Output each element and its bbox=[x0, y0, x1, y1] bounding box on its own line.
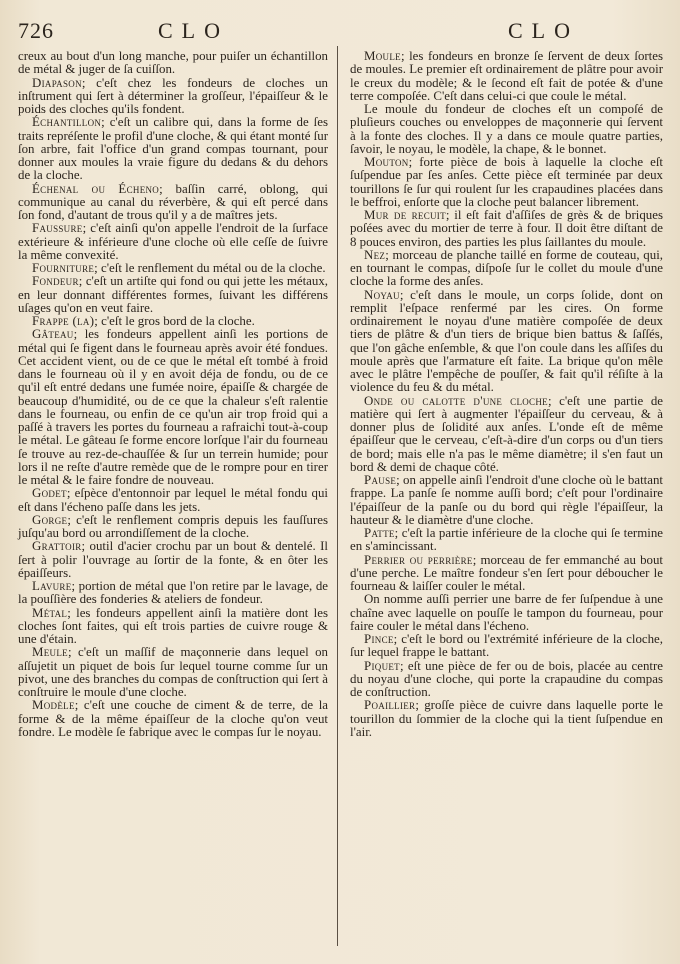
dictionary-entry bbox=[350, 593, 663, 633]
dictionary-entry bbox=[350, 660, 663, 700]
dictionary-entry bbox=[18, 514, 328, 541]
dictionary-entry bbox=[18, 77, 328, 117]
entry-definition: ; c'eſt dans le moule, un corps ſolide, dont on remplit l'eſpace renfermé par les cires. On forme ordinairement le noyau d'une matière compoſée de deux tiers de plâtre & d'un tiers de brique bien battus & ſaſſés, que l'on gâche enſemble, & que l'on coule dans les aſſiſes du moule après que l'armature eſt faite. La brique qu'on mêle avec le plâtre l'empêche de pouſſer, & fait qu'il réſiſte à la violence du feu & du métal. bbox=[350, 287, 663, 395]
entry-definition: creux au bout d'un long manche, pour puiſer un échantillon de métal & juger de ſa cuiſſon. bbox=[18, 49, 328, 77]
entry-headword: Modèle bbox=[32, 698, 75, 713]
dictionary-entry bbox=[350, 554, 663, 594]
dictionary-entry bbox=[18, 222, 328, 262]
entry-headword: Pause bbox=[364, 473, 397, 487]
dictionary-entry bbox=[350, 633, 663, 660]
running-header bbox=[18, 18, 668, 44]
entry-definition: ; c'eſt le renflement du métal ou de la cloche. bbox=[94, 261, 326, 275]
entry-headword: Mouton bbox=[364, 155, 409, 169]
dictionary-entry bbox=[18, 262, 328, 275]
dictionary-entry bbox=[18, 487, 328, 514]
entry-headword: Nez bbox=[364, 247, 386, 262]
entry-definition: ; les fondeurs appellent ainſi la matière dont les cloches ſont faites, qui eſt trois parties de cuivre rouge & une d'étain. bbox=[18, 605, 328, 646]
entry-headword: Godet bbox=[32, 486, 67, 501]
entry-headword: Fondeur bbox=[32, 274, 79, 289]
entry-definition: ; morceau de fer emmanché au bout d'une perche. Le maître fondeur s'en ſert pour déboucher le fourneau & laiſſer couler le métal. bbox=[350, 552, 663, 593]
entry-definition: ; on appelle ainſi l'endroit d'une cloche où le battant frappe. La panſe ſe nomme auſſi bord; c'eſt pour l'ordinaire l'épaiſſeur de la panſe ou du bord qui règle l'épaiſſeur, la hauteur & le diamètre d'une cloche. bbox=[350, 473, 663, 527]
entry-definition: ; c'eſt ainſi qu'on appelle l'endroit de la ſurface extérieure & inférieure d'une cloche où elle ceſſe de ſuivre la même convexité. bbox=[18, 221, 328, 262]
entry-headword: Échantillon bbox=[32, 115, 102, 130]
dictionary-entry bbox=[18, 580, 328, 607]
entry-definition: ; c'eſt un maſſif de maçonnerie dans lequel on aſſujetit un piquet de bois ſur lequel tourne comme ſur un pivot, une des branches du compas de conſtruction qui ſert à conſtruire le moule d'une cloche. bbox=[18, 645, 328, 699]
entry-headword: Échenal ou Écheno bbox=[32, 181, 160, 196]
entry-headword: Noyau bbox=[364, 287, 400, 302]
entry-headword: Gâteau bbox=[32, 327, 74, 342]
entry-headword: Métal bbox=[32, 605, 68, 620]
dictionary-entry bbox=[350, 395, 663, 475]
dictionary-entry bbox=[350, 474, 663, 527]
running-head-right: CLO bbox=[508, 18, 579, 43]
entry-definition: ; c'eſt le gros bord de la cloche. bbox=[94, 314, 255, 328]
entry-definition: ; groſſe pièce de cuivre dans laquelle porte le tourillon du ſommier de la cloche qui la tient ſuſpendue en l'air. bbox=[350, 698, 663, 739]
entry-definition: ; c'eſt un artiſte qui fond ou qui jette les métaux, en leur donnant différentes formes, ſuivant les différens uſages qu'on en veut faire. bbox=[18, 274, 328, 315]
entry-headword: Frappe (la) bbox=[32, 314, 95, 328]
entry-headword: Poaillier bbox=[364, 698, 416, 713]
entry-headword: Diapason bbox=[32, 75, 82, 90]
dictionary-entry bbox=[18, 315, 328, 328]
entry-definition: ; outil d'acier crochu par un bout & dentelé. Il ſert à polir l'ouvrage au ſortir de la fonte, & en ôter les épaiſſeurs. bbox=[18, 539, 328, 580]
dictionary-entry bbox=[18, 183, 328, 223]
entry-headword: Mur de recuit bbox=[364, 208, 446, 222]
entry-definition: ; les fondeurs appellent ainſi les portions de métal qui ſe figent dans le fourneau après avoir été fondues. Cet accident vient, ou de ce que le métal eſt tombé à froid dans le fourneau où il y en avoit déja de fondu, ou de ce qu'il eſt entré dedans une fumée noire, épaiſſe & chargée de beaucoup d'humidité, ou de ce que la chaleur s'eſt ralentie dans le fourneau, ou enfin de ce qu'un air trop froid qui a paſſé à travers les portes du fourneau a rafraichi tout-à-coup le métal. Le gâteau ſe forme encore lorſque l'air du fourneau ſe trouve au rez-de-chauſſée & ſur un terrein humide; pour lors il ne reſte d'autre remède que de le rompre pour en tirer le métal & le faire fondre de nouveau. bbox=[18, 327, 328, 487]
entry-headword: Grattoir bbox=[32, 539, 82, 554]
entry-definition: Le moule du fondeur de cloches eſt un compoſé de pluſieurs couches ou enveloppes de maçonnerie qui ſervent à la fonte des cloches. Il y a dans ce moule quatre parties, ſavoir, le noyau, le modèle, la chape, & le bonnet. bbox=[350, 102, 663, 156]
entry-headword: Moule bbox=[364, 49, 401, 63]
entry-headword: Patte bbox=[364, 526, 395, 540]
entry-definition: ; c'eſt la partie inférieure de la cloche qui ſe termine en s'amincissant. bbox=[350, 526, 663, 554]
entry-headword: Faussure bbox=[32, 221, 83, 236]
entry-headword: Meule bbox=[32, 645, 68, 660]
dictionary-entry bbox=[18, 540, 328, 580]
entry-headword: Perrier ou perrière bbox=[364, 552, 473, 567]
entry-definition: ; les fondeurs en bronze ſe ſervent de deux ſortes de moules. Le premier eſt ordinairement de plâtre pour avoir le creux du modèle; & le ſecond eſt fait de potée & d'une terre compoſée. C'eſt dans celui-ci que coule le métal. bbox=[350, 49, 663, 103]
dictionary-entry bbox=[18, 607, 328, 647]
left-column bbox=[18, 50, 328, 739]
entry-definition: ; c'eſt une couche de ciment & de terre, de la forme & de la même épaiſſeur de la cloche qu'on veut fondre. Le modèle ſe fabrique avec le compas ſur le noyau. bbox=[18, 698, 328, 739]
page-number: 726 bbox=[18, 18, 54, 43]
entry-headword: Lavure bbox=[32, 579, 72, 593]
dictionary-entry bbox=[18, 699, 328, 739]
entry-headword: Onde ou calotte d'une cloche bbox=[364, 393, 548, 408]
two-column-body bbox=[18, 50, 668, 739]
dictionary-entry bbox=[18, 50, 328, 77]
dictionary-entry bbox=[350, 156, 663, 209]
column-divider bbox=[337, 46, 338, 946]
running-head-left: CLO bbox=[158, 18, 229, 43]
dictionary-entry bbox=[18, 116, 328, 182]
right-column bbox=[350, 50, 663, 739]
dictionary-entry bbox=[350, 289, 663, 395]
entry-headword: Fourniture bbox=[32, 261, 95, 275]
dictionary-entry bbox=[350, 209, 663, 249]
entry-definition: ; c'eſt le renflement compris depuis les fauſſures juſqu'au bord ou arrondiſſement de la cloche. bbox=[18, 512, 328, 540]
entry-definition: ; eſpèce d'entonnoir par lequel le métal fondu qui eſt dans l'écheno paſſe dans les jets. bbox=[18, 486, 328, 514]
entry-definition: On nomme auſſi perrier une barre de fer ſuſpendue à une chaîne avec laquelle on pouſſe le tampon du fourneau, pour faire couler le métal dans l'écheno. bbox=[350, 592, 663, 633]
entry-definition: ; morceau de planche taillé en forme de couteau, qui, en tournant le compas, diſpoſe ſur le collet du moule d'une cloche la forme des anſes. bbox=[350, 247, 663, 289]
dictionary-entry bbox=[350, 249, 663, 289]
entry-definition: ; c'eſt chez les fondeurs de cloches un inſtrument qui ſert à déterminer la groſſeur, l'épaiſſeur & le poids des cloches qu'ils fondent. bbox=[18, 75, 328, 116]
entry-definition: ; portion de métal que l'on retire par le lavage, de la pouſſière des fonderies & ateliers de fondeur. bbox=[18, 579, 328, 607]
entry-headword: Pince bbox=[364, 632, 394, 646]
dictionary-entry bbox=[350, 699, 663, 739]
entry-headword: Gorge bbox=[32, 512, 68, 527]
dictionary-entry bbox=[18, 646, 328, 699]
entry-definition: ; il eſt fait d'aſſiſes de grès & de briques poſées avec du mortier de terre à four. Il doit être diſtant de 8 pouces environ, des parties les plus ſaillantes du moule. bbox=[350, 208, 663, 249]
entry-headword: Piquet bbox=[364, 658, 400, 673]
entry-definition: ; c'eſt un calibre qui, dans la forme de ſes traits repréſente le profil d'une cloche, & qui étant monté ſur ſon arbre, fait l'office d'un grand compas tournant, pour donner aux moules la vraie figure du dedans & du dehors de la cloche. bbox=[18, 115, 328, 183]
dictionary-entry bbox=[350, 103, 663, 156]
entry-definition: ; eſt une pièce de fer ou de bois, placée au centre du noyau d'une cloche, qui porte la crapaudine du compas de conſtruction. bbox=[350, 658, 663, 699]
entry-definition: ; c'eſt une partie de matière qui ſert à augmenter l'épaiſſeur du cerveau, & à donner plus de ſolidité aux anſes. L'onde eſt de même épaiſſeur que le cerveau, c'eſt-à-dire d'un corps ou d'un tiers de bord; mais elle n'a pas le même diamètre; il s'en faut un bord & demi de chaque côté. bbox=[350, 393, 663, 474]
entry-definition: ; forte pièce de bois à laquelle la cloche eſt ſuſpendue par ſes anſes. Cette pièce eſt terminée par deux tourillons ſe ſur qui roulent ſur les crapaudines placées dans le beffroi, enſorte que la cloche peut balancer librement. bbox=[350, 155, 663, 209]
dictionary-entry bbox=[350, 50, 663, 103]
dictionary-entry bbox=[350, 527, 663, 554]
entry-definition: ; baſſin carré, oblong, qui communique au canal du réverbère, & qui eſt percé dans ſon fond, d'autant de trous qu'il y a de maîtres jets. bbox=[18, 181, 328, 222]
dictionary-entry bbox=[18, 275, 328, 315]
dictionary-entry bbox=[18, 328, 328, 487]
entry-definition: ; c'eſt le bord ou l'extrémité inférieure de la cloche, ſur lequel frappe le battant. bbox=[350, 632, 663, 660]
